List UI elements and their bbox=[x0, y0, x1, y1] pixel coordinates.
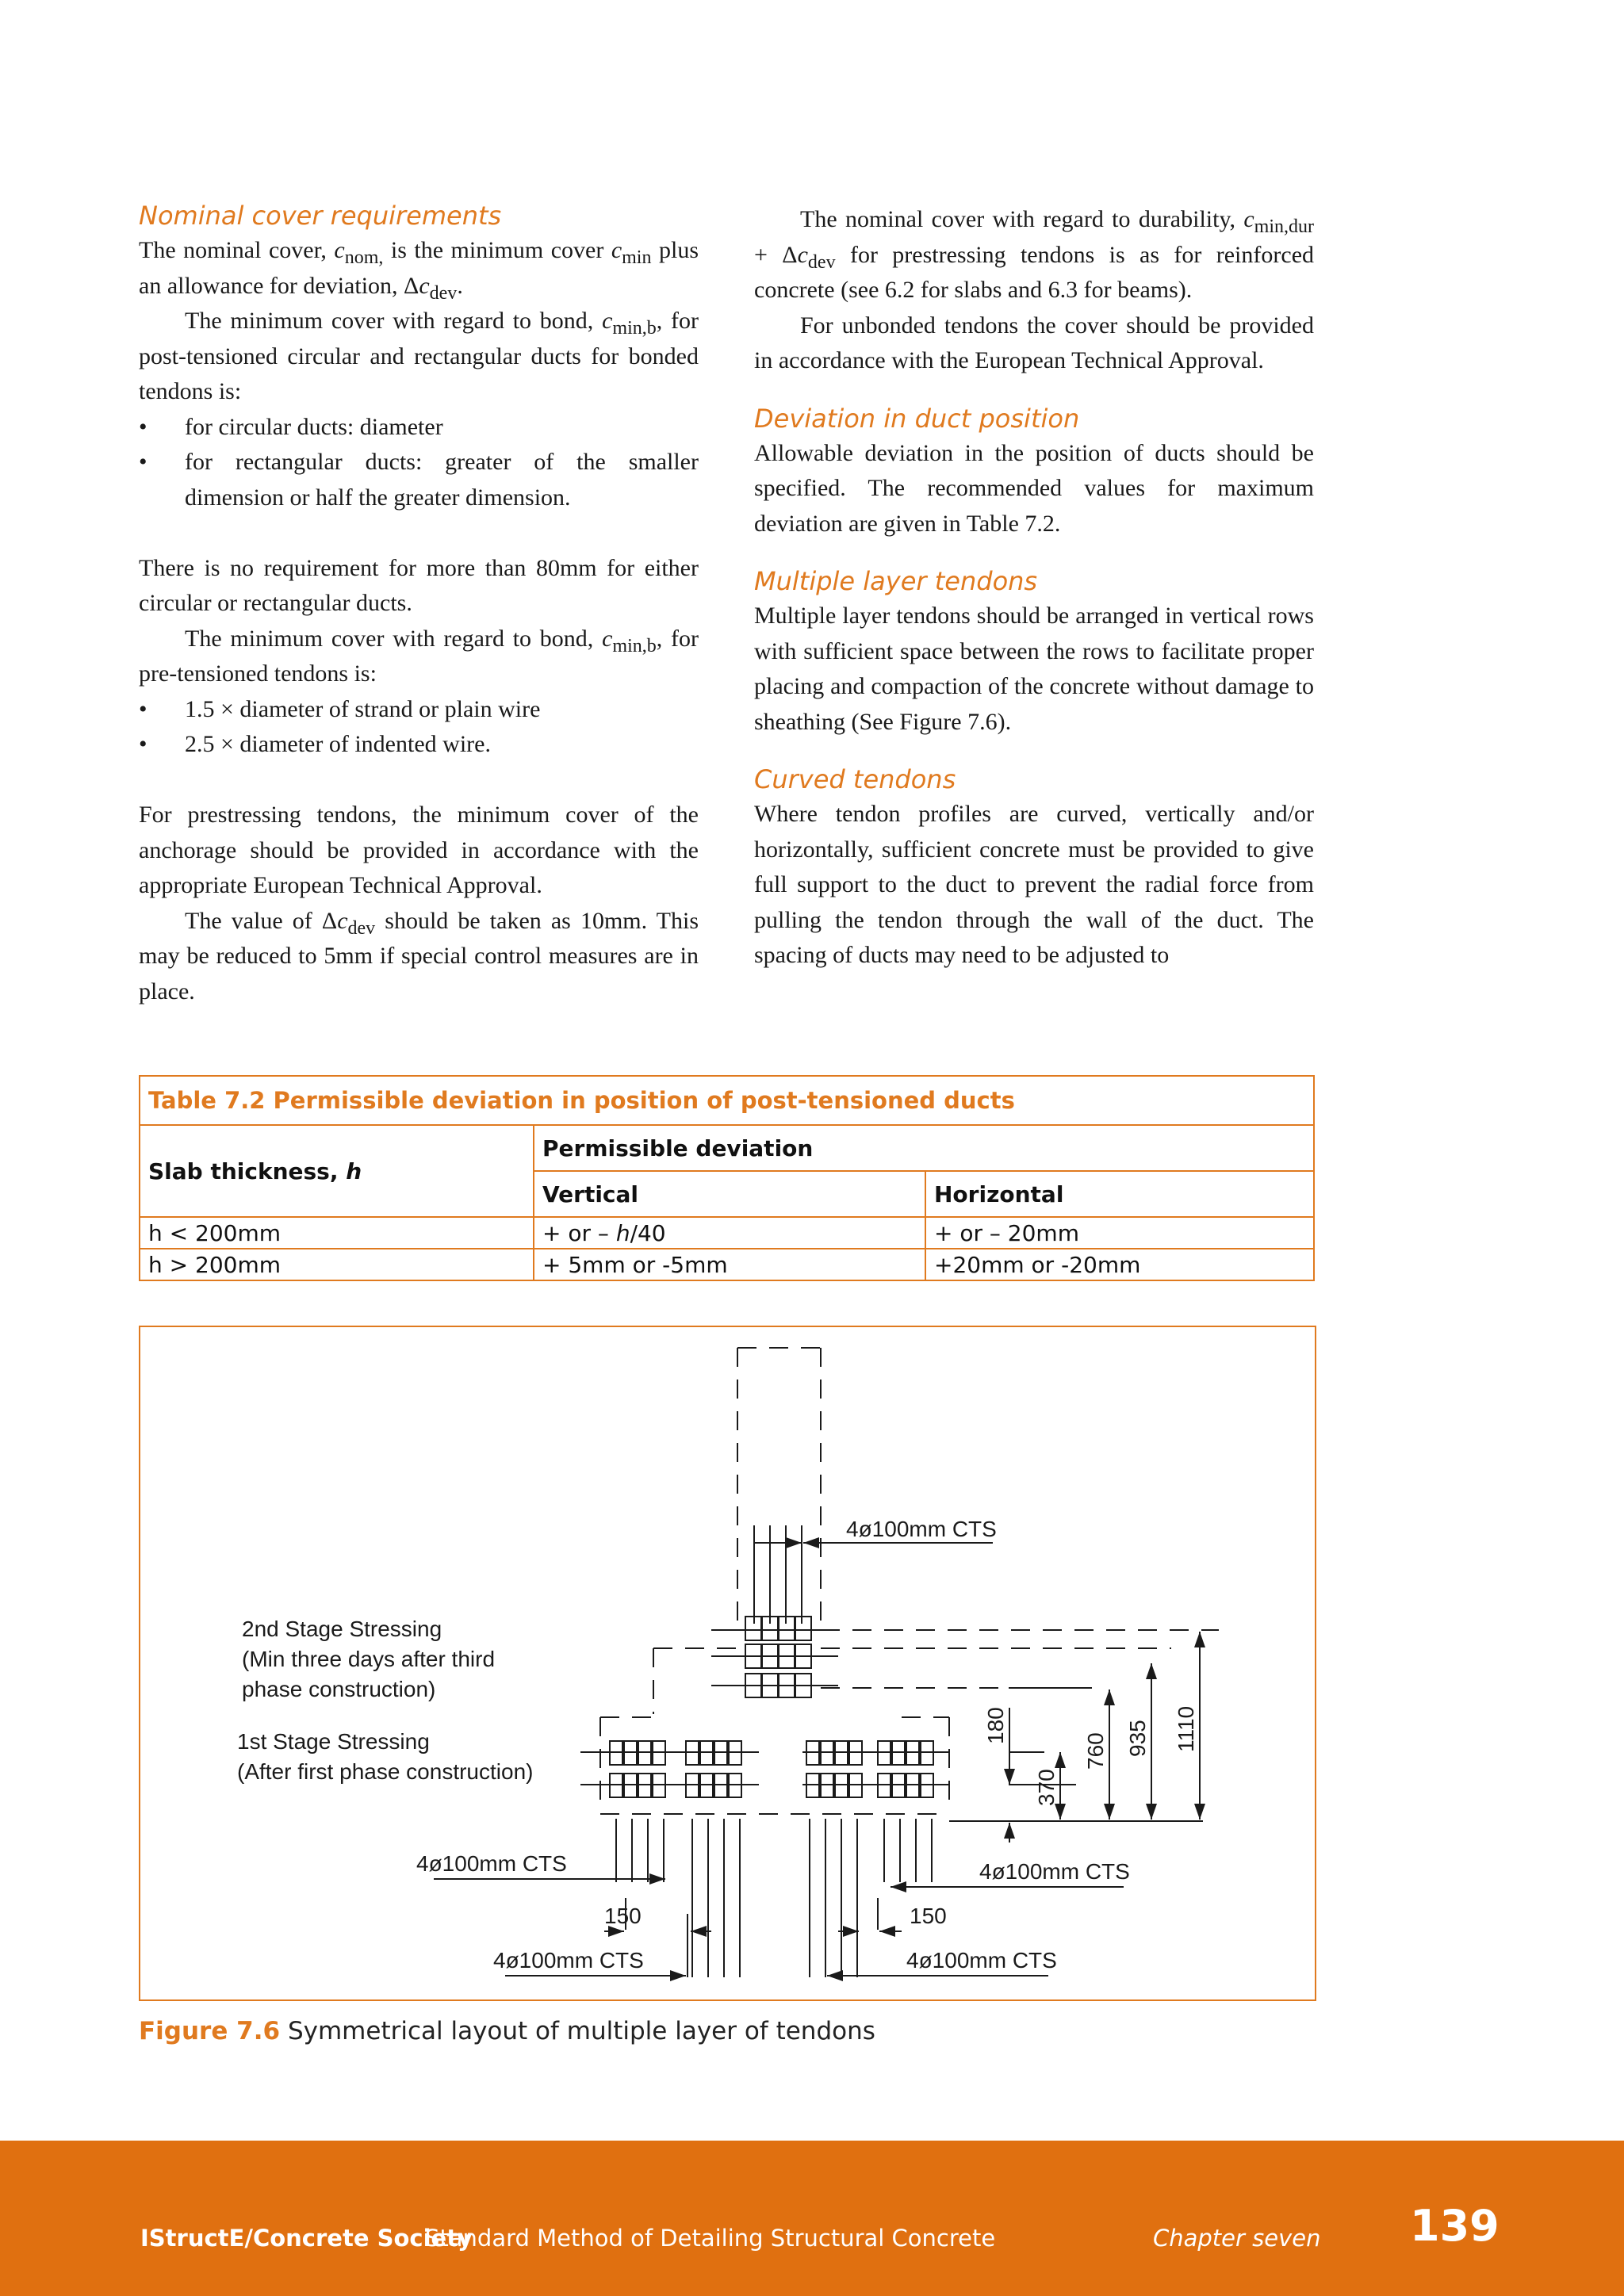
dim-180: 180 bbox=[983, 1707, 1008, 1744]
paragraph-nominal-cover: The nominal cover, $c_{nom,}$ is the minimum cover $c_{min}$ plus an allowance for deviation, $\Delta c_{dev}$. bbox=[139, 237, 699, 304]
list-item: • for circular ducts: diameter bbox=[139, 410, 699, 446]
dim-935: 935 bbox=[1125, 1720, 1150, 1757]
dim-370: 370 bbox=[1034, 1769, 1059, 1806]
dim-1110: 1110 bbox=[1174, 1705, 1198, 1752]
bullet-list-strands bbox=[139, 692, 699, 763]
bullet-list-ducts bbox=[139, 410, 699, 516]
table-row: h < 200mm + or – h/40 + or – 20mm bbox=[140, 1217, 1314, 1249]
paragraph-80mm: There is no requirement for more than 80mm for either circular or rectangular ducts. bbox=[139, 554, 699, 616]
list-item: • 1.5 × diameter of strand or plain wire bbox=[139, 692, 699, 728]
tendon-layout-drawing bbox=[140, 1327, 1315, 1999]
bottom-tendons bbox=[616, 1819, 932, 1977]
left-column bbox=[139, 198, 699, 1009]
top-tendons bbox=[754, 1525, 802, 1624]
second-stage-ducts bbox=[711, 1617, 838, 1697]
label-2nd-stage-1: 2nd Stage Stressing bbox=[242, 1617, 442, 1641]
label-1st-stage-2: (After first phase construction) bbox=[237, 1759, 534, 1784]
cts-right-1-label: 4ø100mm CTS bbox=[979, 1859, 1130, 1884]
footer-title: Standard Method of Detailing Structural Concrete bbox=[425, 2225, 996, 2252]
paragraph-anchorage: For prestressing tendons, the minimum cover of the anchorage should be provided in accordance with the appropriate European Technical Approval. bbox=[139, 802, 699, 898]
paragraph-durability: The nominal cover with regard to durability, $c_{min,dur} + \Delta c_{dev}$ for prestressing tendons is as for reinforced concrete (see 6.2 for slabs and 6.3 for beams). bbox=[754, 206, 1315, 303]
footer-organization: IStructE/Concrete Society bbox=[140, 2225, 473, 2252]
cts-top-label: 4ø100mm CTS bbox=[846, 1517, 997, 1541]
cts-left-2-label: 4ø100mm CTS bbox=[493, 1948, 644, 1973]
page-number: 139 bbox=[1410, 2201, 1500, 2251]
page-footer bbox=[0, 2141, 1624, 2296]
paragraph-curved-tendons: Where tendon profiles are curved, vertically and/or horizontally, sufficient concrete must be provided to give full support to the duct to prevent the radial force from pulling the tendon through the wall of the duct. The spacing of ducts may need to be adjusted to bbox=[754, 801, 1314, 968]
header-permissible-deviation: Permissible deviation bbox=[534, 1125, 1314, 1171]
cts-left-1-label: 4ø100mm CTS bbox=[416, 1851, 567, 1876]
table-row: h > 200mm + 5mm or -5mm +20mm or -20mm bbox=[140, 1249, 1314, 1280]
first-stage-ducts bbox=[580, 1741, 949, 1797]
cts-right-2-label: 4ø100mm CTS bbox=[906, 1948, 1057, 1973]
heading-curved-tendons: Curved tendons bbox=[754, 764, 956, 794]
heading-deviation: Deviation in duct position bbox=[754, 403, 1080, 434]
header-slab-thickness: Slab thickness, h bbox=[140, 1125, 534, 1217]
label-2nd-stage-2: (Min three days after third bbox=[242, 1647, 496, 1671]
list-item: • for rectangular ducts: greater of the smaller dimension or half the greater dimension. bbox=[139, 445, 699, 515]
label-1st-stage-1: 1st Stage Stressing bbox=[237, 1729, 430, 1754]
paragraph-post-tensioned-bond: The minimum cover with regard to bond, $c_{min,b}$, for post-tensioned circular and rectangular ducts for bonded tendons is: bbox=[139, 308, 699, 404]
header-vertical: Vertical bbox=[534, 1171, 925, 1217]
paragraph-deviation-value: The value of $\Delta c_{dev}$ should be taken as 10mm. This may be reduced to 5mm if special control measures are in place. bbox=[139, 907, 699, 1004]
paragraph-unbonded: For unbonded tendons the cover should be provided in accordance with the European Technical Approval. bbox=[754, 312, 1314, 373]
footer-chapter: Chapter seven bbox=[1153, 2225, 1321, 2252]
figure-tendon-layout bbox=[139, 1326, 1316, 2001]
dim-150-right: 150 bbox=[910, 1904, 947, 1928]
header-horizontal: Horizontal bbox=[925, 1171, 1314, 1217]
paragraph-pre-tensioned-bond: The minimum cover with regard to bond, $c_{min,b}$, for pre-tensioned tendons is: bbox=[139, 625, 699, 687]
paragraph-multiple-layer: Multiple layer tendons should be arranged in vertical rows with sufficient space between the rows to facilitate proper placing and compaction of the concrete without damage to sheathing (See Figure 7.6). bbox=[754, 603, 1314, 735]
deviation-table bbox=[139, 1075, 1315, 1281]
table-caption: Table 7.2 Permissible deviation in position of post-tensioned ducts bbox=[140, 1076, 1314, 1125]
right-column bbox=[754, 198, 1314, 974]
paragraph-deviation: Allowable deviation in the position of ducts should be specified. The recommended values for maximum deviation are given in Table 7.2. bbox=[754, 439, 1314, 537]
label-2nd-stage-3: phase construction) bbox=[242, 1677, 436, 1701]
dim-150-left: 150 bbox=[604, 1904, 642, 1928]
list-item: • 2.5 × diameter of indented wire. bbox=[139, 727, 699, 763]
figure-caption: Figure 7.6 Symmetrical layout of multiple layer of tendons bbox=[139, 2017, 875, 2045]
dim-760: 760 bbox=[1083, 1732, 1108, 1770]
heading-nominal-cover: Nominal cover requirements bbox=[139, 201, 502, 231]
heading-multiple-layer: Multiple layer tendons bbox=[754, 566, 1038, 596]
